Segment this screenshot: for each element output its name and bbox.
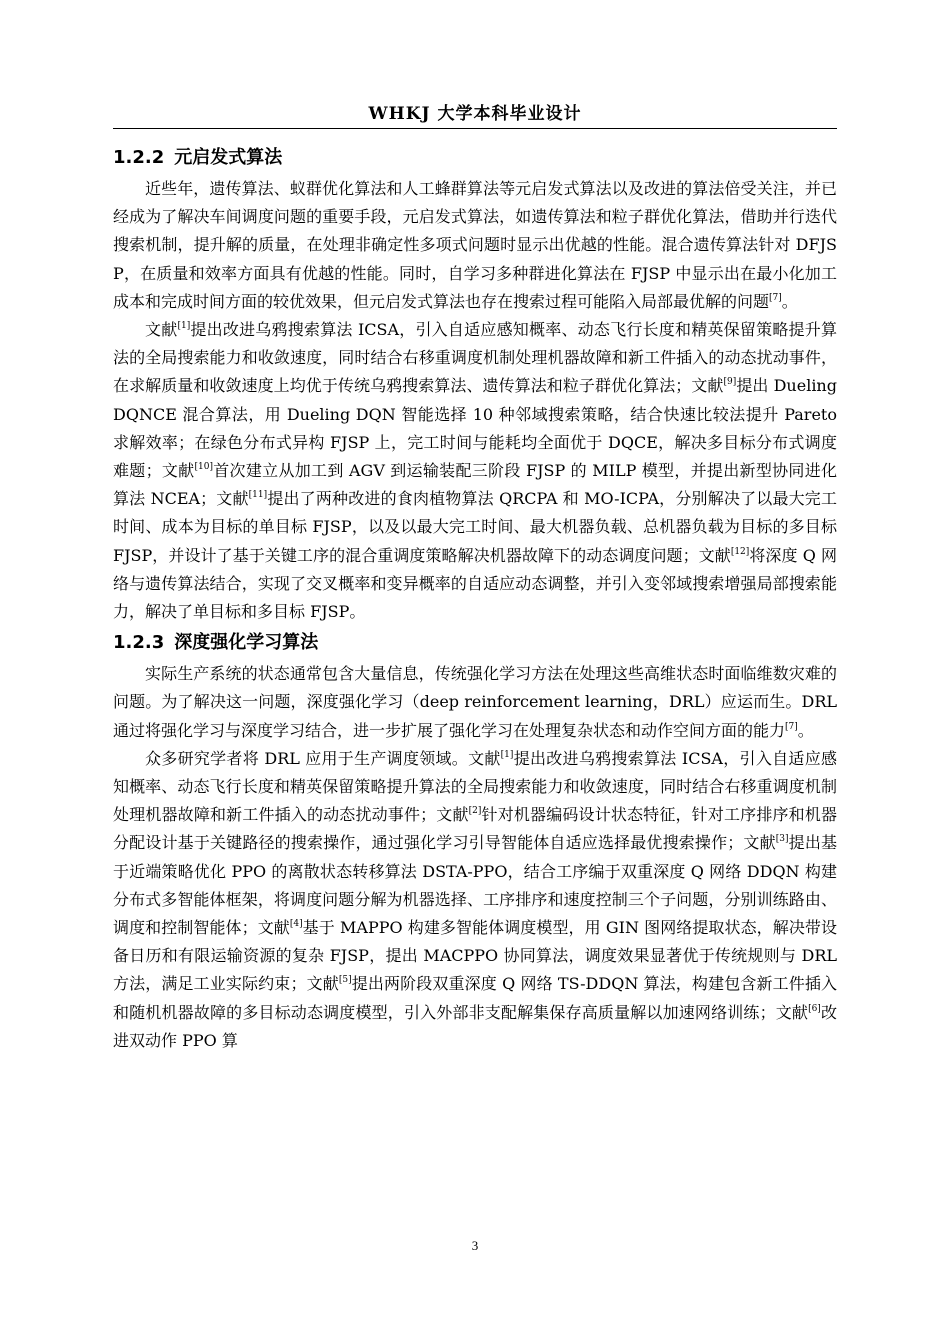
text-run: 首次建立从加工到 AGV 到运输装配三阶段 FJSP 的 MILP 模型，并提出新型协同进化算法 NCEA；文献 bbox=[113, 461, 837, 509]
section-number: 1.2.3 bbox=[113, 632, 165, 654]
body-content bbox=[113, 141, 837, 1055]
text-run: 将深度 Q 网络与遗传算法结合，实现了交叉概率和变异概率的自适应动态调整，并引入变邻域搜索增强局部搜索能力，解决了单目标和多目标 FJSP。 bbox=[113, 545, 838, 622]
text-run: 针对机器编码设计状态特征，针对工序排序和机器分配设计基于关键路径的搜索操作，通过强化学习引导智能体自适应选择最优搜索操作；文献 bbox=[113, 805, 837, 853]
section-title: 元启发式算法 bbox=[174, 147, 283, 168]
text-run: 近些年，遗传算法、蚁群优化算法和人工蜂群算法等元启发式算法以及改进的算法倍受关注，并已经成为了解决车间调度问题的重要手段，元启发式算法，如遗传算法和粒子群优化算法，借助并行迭代搜索机制，提升解的质量，在处理非确定性多项式问题时显示出优越的性能。混合遗传算法针对 DFJSP，在质量和效率方面具有优越的性能。同时，自学习多种群进化算法在 FJSP 中显示出在最小化加工成本和完成时间方面的较优效果，但元启发式算法也存在搜索过程可能陷入局部最优解的问题 bbox=[113, 179, 837, 311]
text-run: 提出 Dueling DQNCE 混合算法，用 Dueling DQN 智能选择 10 种邻域搜索策略，结合快速比较法提升 Pareto 求解效率；在绿色分布式异构 FJSP 上，完工时间与能耗均全面优于 DQCE，解决多目标分布式调度难题；文献 bbox=[113, 376, 837, 481]
text-run: 。 bbox=[797, 720, 814, 740]
text-run: 。 bbox=[781, 291, 798, 311]
paragraph bbox=[113, 316, 837, 626]
section-heading-1-2-3 bbox=[113, 626, 837, 660]
citation-ref: [9] bbox=[723, 377, 737, 388]
page-number: 3 bbox=[471, 1238, 479, 1253]
text-run: 提出改进乌鸦搜索算法 ICSA，引入自适应感知概率、动态飞行长度和精英保留策略提升算法的全局搜索能力和收敛速度，同时结合右移重调度机制处理机器故障和新工件插入的动态扰动事件；文献 bbox=[113, 748, 837, 825]
citation-ref: [7] bbox=[785, 721, 798, 732]
text-run: 实际生产系统的状态通常包含大量信息，传统强化学习方法在处理这些高维状态时面临维数灾难的问题。为了解决这一问题，深度强化学习（deep reinforcement learning，DRL）应运而生。DRL 通过将强化学习与深度学习结合，进一步扩展了强化学习在处理复杂状态和动作空间方面的能力 bbox=[113, 664, 837, 740]
citation-ref: [7] bbox=[769, 292, 782, 303]
text-run: 提出改进乌鸦搜索算法 ICSA，引入自适应感知概率、动态飞行长度和精英保留策略提升算法的全局搜索能力和收敛速度，同时结合右移重调度机制处理机器故障和新工件插入的动态扰动事件，在求解质量和收敛速度上均优于传统乌鸦搜索算法、遗传算法和粒子群优化算法；文献 bbox=[113, 320, 837, 396]
citation-ref: [1] bbox=[500, 749, 514, 760]
citation-ref: [3] bbox=[775, 834, 789, 845]
citation-ref: [5] bbox=[338, 975, 352, 986]
citation-ref: [1] bbox=[177, 321, 191, 332]
section-number: 1.2.2 bbox=[113, 147, 165, 168]
text-run: 众多研究学者将 DRL 应用于生产调度领域。文献 bbox=[145, 748, 501, 768]
text-run: 提出基于近端策略优化 PPO 的离散状态转移算法 DSTA-PPO，结合工序编于双重深度 Q 网络 DDQN 构建分布式多智能体框架，将调度问题分解为机器选择、工序排序和速度控制三个子问题，分别训练路由、调度和控制智能体；文献 bbox=[113, 833, 837, 938]
text-run: 改进双动作 PPO 算 bbox=[113, 1002, 837, 1050]
text-run: 基于 MAPPO 构建多智能体调度模型，用 GIN 图网络提取状态，解决带设备日历和有限运输资源的复杂 FJSP，提出 MACPPO 协同算法，调度效果显著优于传统规则与 DRL 方法，满足工业实际约束；文献 bbox=[113, 918, 837, 994]
section-heading-1-2-2 bbox=[113, 141, 837, 175]
paragraph bbox=[113, 660, 837, 745]
text-run: 提出两阶段双重深度 Q 网络 TS-DDQN 算法，构建包含新工件插入和随机机器故障的多目标动态调度模型，引入外部非支配解集保存高质量解以加速网络训练；文献 bbox=[113, 974, 837, 1022]
citation-ref: [4] bbox=[289, 919, 303, 930]
text-run: 提出了两种改进的食肉植物算法 QRCPA 和 MO-ICPA，分别解决了以最大完工时间、成本为目标的单目标 FJSP，以及以最大完工时间、最大机器负载、总机器负载为目标的多目标 FJSP，并设计了基于关键工序的混合重调度策略解决机器故障下的动态调度问题；文献 bbox=[113, 489, 837, 565]
section-title: 深度强化学习算法 bbox=[174, 632, 319, 654]
header-rule bbox=[113, 128, 837, 129]
citation-ref: [11] bbox=[248, 490, 268, 501]
citation-ref: [2] bbox=[468, 806, 482, 817]
citation-ref: [6] bbox=[808, 1003, 821, 1014]
paragraph bbox=[113, 175, 837, 316]
citation-ref: [12] bbox=[730, 546, 750, 557]
running-header: WHKJ 大学本科毕业设计 bbox=[368, 104, 582, 124]
paragraph bbox=[113, 745, 837, 1055]
citation-ref: [10] bbox=[194, 462, 213, 473]
text-run: 文献 bbox=[145, 320, 178, 340]
